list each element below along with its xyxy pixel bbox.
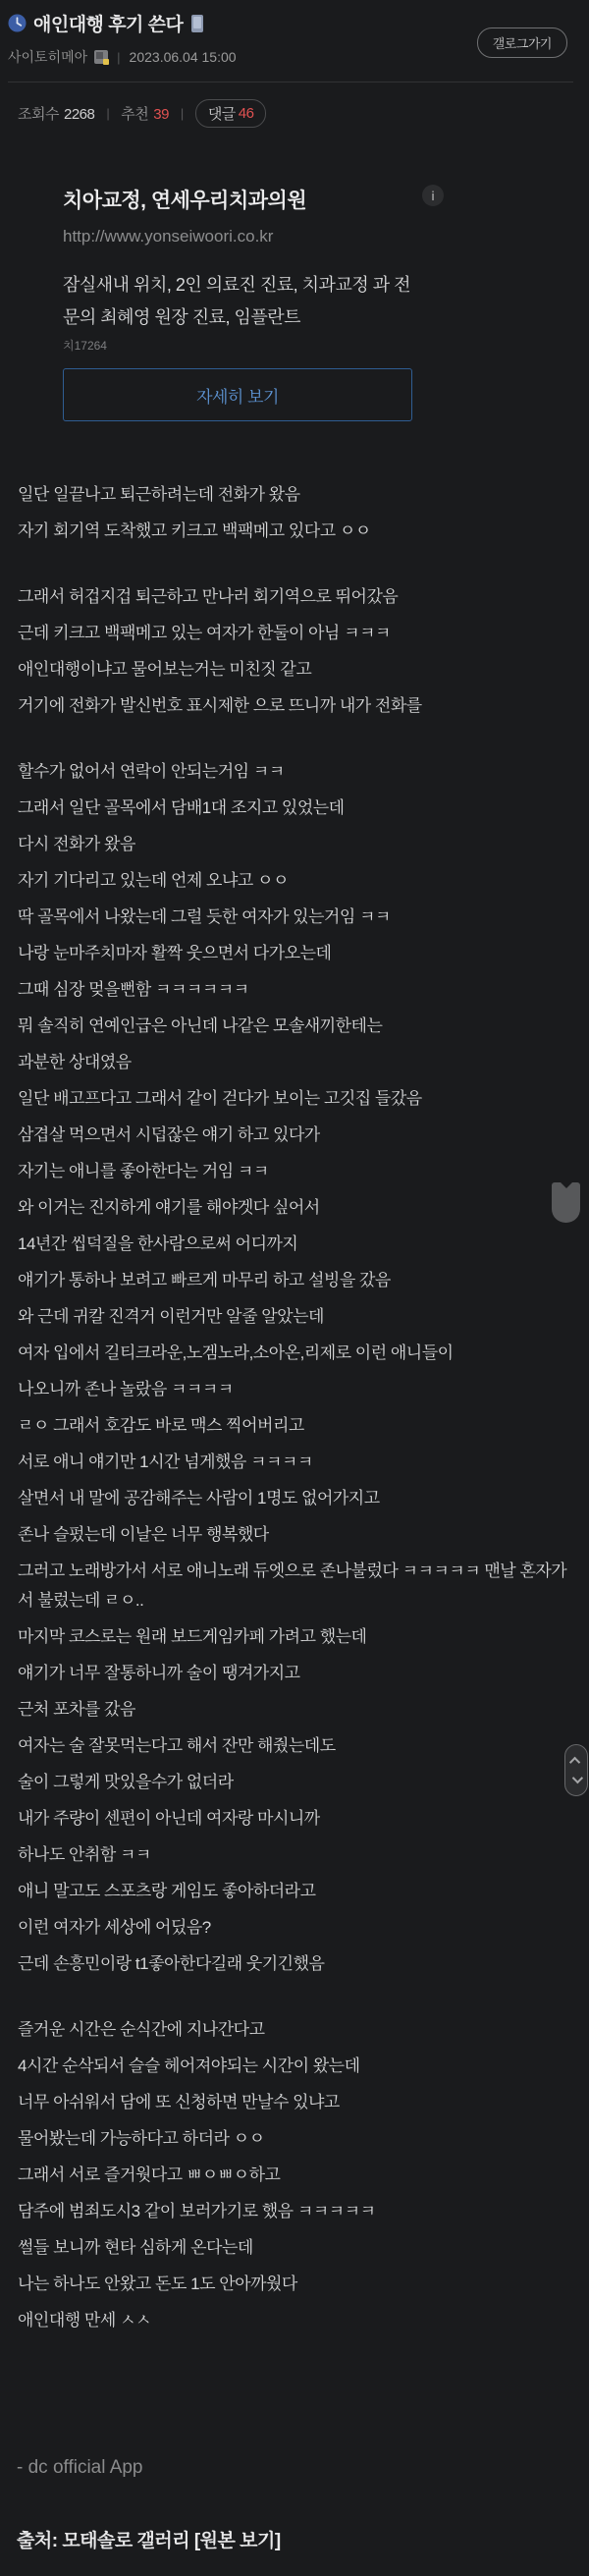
chevron-down-icon[interactable] (572, 1773, 583, 1783)
body-line: 썰들 보니까 현타 심하게 온다는데 (18, 2238, 253, 2257)
body-line: 그래서 허겁지겁 퇴근하고 만나러 회기역으로 뛰어갔음 (18, 587, 399, 606)
post-date: 2023.06.04 15:00 (129, 49, 237, 65)
gallog-button[interactable]: 갤로그가기 (477, 27, 567, 58)
body-line: 술이 그렇게 맛있을수가 없더라 (18, 1773, 234, 1791)
upvotes-label: 추천 (121, 106, 149, 123)
view-original-link[interactable]: [원본 보기] (193, 2531, 281, 2551)
views-stat (18, 103, 94, 124)
body-line: 14년간 씹덕질을 한사람으로써 어디까지 (18, 1234, 298, 1253)
body-line: 그때 심장 멎을뻔함 ㅋㅋㅋㅋㅋㅋ (18, 980, 249, 999)
comments-label: 댓글 (207, 106, 236, 123)
body-line: 살면서 내 말에 공감해주는 사람이 1명도 없어가지고 (18, 1489, 380, 1507)
source-label: 출처: 모태솔로 갤러리 (17, 2531, 190, 2551)
body-line: 근데 키크고 백팩메고 있는 여자가 한둘이 아님 ㅋㅋㅋ (18, 624, 391, 642)
ad-registration-number: 치17264 (63, 339, 107, 353)
gallog-badge-icon (94, 50, 108, 64)
body-line: 애인대행이냐고 물어보는거는 미친짓 같고 (18, 660, 312, 679)
body-line: 내가 주량이 센편이 아닌데 여자랑 마시니까 (18, 1809, 320, 1828)
body-line: 여자 입에서 길티크라운,노겜노라,소아온,리제로 이런 애니들이 (18, 1343, 454, 1362)
comments-count: 46 (238, 105, 254, 122)
body-line: 하나도 안취함 ㅋㅋ (18, 1845, 151, 1864)
stats-row (0, 82, 589, 128)
body-line: 나랑 눈마주치마자 활짝 웃으면서 다가오는데 (18, 944, 332, 962)
body-line: 얘기가 너무 잘통하니까 술이 땡겨가지고 (18, 1664, 300, 1682)
body-line: 근처 포차를 갔음 (18, 1700, 135, 1719)
dc-app-signature: - dc official App (17, 2457, 143, 2478)
body-line: 물어봤는데 가능하다고 하더라 ㅇㅇ (18, 2129, 265, 2148)
upvotes-stat (121, 103, 169, 124)
body-line: 나는 하나도 안왔고 돈도 1도 안아까웠다 (18, 2275, 297, 2293)
upvotes-value: 39 (153, 106, 169, 123)
body-line: 그래서 서로 즐거웟다고 ㅃㅇㅃㅇ하고 (18, 2165, 281, 2184)
body-paragraph-block (18, 2015, 571, 2335)
scroll-widget (564, 1744, 588, 1796)
body-line: 즐거운 시간은 순식간에 지나간다고 (18, 2020, 265, 2039)
post-body (0, 480, 589, 2335)
body-line: 이런 여자가 세상에 어딨음? (18, 1918, 211, 1937)
body-line: 자기는 애니를 좋아한다는 거임 ㅋㅋ (18, 1162, 269, 1180)
phone-icon (191, 15, 203, 32)
body-line: 서로 애니 얘기만 1시간 넘게했음 ㅋㅋㅋㅋ (18, 1452, 313, 1471)
body-paragraph-block (18, 757, 571, 1979)
body-paragraph-block (18, 480, 571, 546)
source-line (17, 2526, 281, 2552)
body-line: 삼겹살 먹으면서 시덥잖은 얘기 하고 있다가 (18, 1125, 320, 1144)
body-paragraph-block (18, 582, 571, 721)
ad-description: 잠실새내 위치, 2인 의료진 진료, 치과교정 과 전문의 최혜영 원장 진료, 임플란트 (63, 275, 411, 327)
comments-badge[interactable] (195, 99, 267, 128)
meta-separator: | (117, 49, 121, 65)
body-line: 존나 슬펐는데 이날은 너무 행복했다 (18, 1525, 269, 1544)
body-line: 얘기가 통하나 보려고 빠르게 마무리 하고 설빙을 갔음 (18, 1271, 391, 1289)
chevron-up-icon[interactable] (569, 1756, 580, 1767)
body-line: 와 근데 귀칼 진격거 이런거만 알줄 알았는데 (18, 1307, 324, 1326)
body-line: 여자는 술 잘못먹는다고 해서 잔만 해줬는데도 (18, 1736, 336, 1755)
body-line: ㄹㅇ 그래서 호감도 바로 맥스 찍어버리고 (18, 1416, 304, 1435)
ad-title[interactable]: 치아교정, 연세우리치과의원 (63, 190, 307, 212)
body-line: 일단 배고프다고 그래서 같이 걷다가 보이는 고깃집 들갔음 (18, 1089, 422, 1108)
bookmark-icon[interactable] (552, 1182, 580, 1223)
body-line: 그래서 일단 골목에서 담배1대 조지고 있었는데 (18, 798, 345, 817)
body-line: 그러고 노래방가서 서로 애니노래 듀엣으로 존나불렀다 ㅋㅋㅋㅋㅋ 맨날 혼자가서 불렀는데 ㄹㅇ.. (18, 1562, 567, 1610)
page-title: 애인대행 후기 쓴다 (33, 15, 184, 35)
body-line: 과분한 상대였음 (18, 1053, 132, 1071)
body-line: 마지막 코스로는 원래 보드게임카페 가려고 했는데 (18, 1627, 367, 1646)
author-nickname[interactable]: 사이토히메아 (8, 49, 88, 65)
ad-detail-button[interactable]: 자세히 보기 (63, 368, 412, 421)
body-line: 애니 말고도 스포츠랑 게임도 좋아하더라고 (18, 1882, 316, 1900)
body-line: 일단 일끝나고 퇴근하려는데 전화가 왔음 (18, 485, 300, 504)
body-line: 딱 골목에서 나왔는데 그럴 듯한 여자가 있는거임 ㅋㅋ (18, 907, 391, 926)
body-line: 거기에 전화가 발신번호 표시제한 으로 뜨니까 내가 전화를 (18, 696, 422, 715)
views-label: 조회수 (18, 106, 59, 123)
body-line: 나오니까 존나 놀랐음 ㅋㅋㅋㅋ (18, 1380, 234, 1398)
body-line: 애인대행 만세 ㅅㅅ (18, 2311, 151, 2329)
body-line: 할수가 없어서 연락이 안되는거임 ㅋㅋ (18, 762, 285, 781)
body-line: 너무 아쉬워서 담에 또 신청하면 만날수 있냐고 (18, 2093, 340, 2111)
body-line: 다시 전화가 왔음 (18, 835, 135, 853)
clock-icon (8, 14, 27, 32)
stats-separator-1: | (106, 106, 110, 121)
body-line: 담주에 범죄도시3 같이 보러가기로 했음 ㅋㅋㅋㅋㅋ (18, 2202, 376, 2220)
stats-separator-2: | (180, 106, 184, 121)
ad-url[interactable]: http://www.yonseiwoori.co.kr (63, 227, 274, 246)
body-line: 와 이거는 진지하게 얘기를 해야겟다 싶어서 (18, 1198, 320, 1217)
body-line: 뭐 솔직히 연예인급은 아닌데 나같은 모솔새끼한테는 (18, 1016, 383, 1035)
views-value: 2268 (63, 106, 95, 123)
body-line: 자기 회기역 도착했고 키크고 백팩메고 있다고 ㅇㅇ (18, 521, 371, 540)
post-header (0, 0, 589, 82)
body-line: 자기 기다리고 있는데 언제 오냐고 ㅇㅇ (18, 871, 289, 890)
body-line: 4시간 순삭되서 슬슬 헤어져야되는 시간이 왔는데 (18, 2056, 360, 2075)
body-line: 근데 손흥민이랑 t1좋아한다길래 웃기긴했음 (18, 1954, 325, 1973)
info-icon[interactable]: i (422, 185, 444, 206)
ad-card (0, 185, 589, 421)
